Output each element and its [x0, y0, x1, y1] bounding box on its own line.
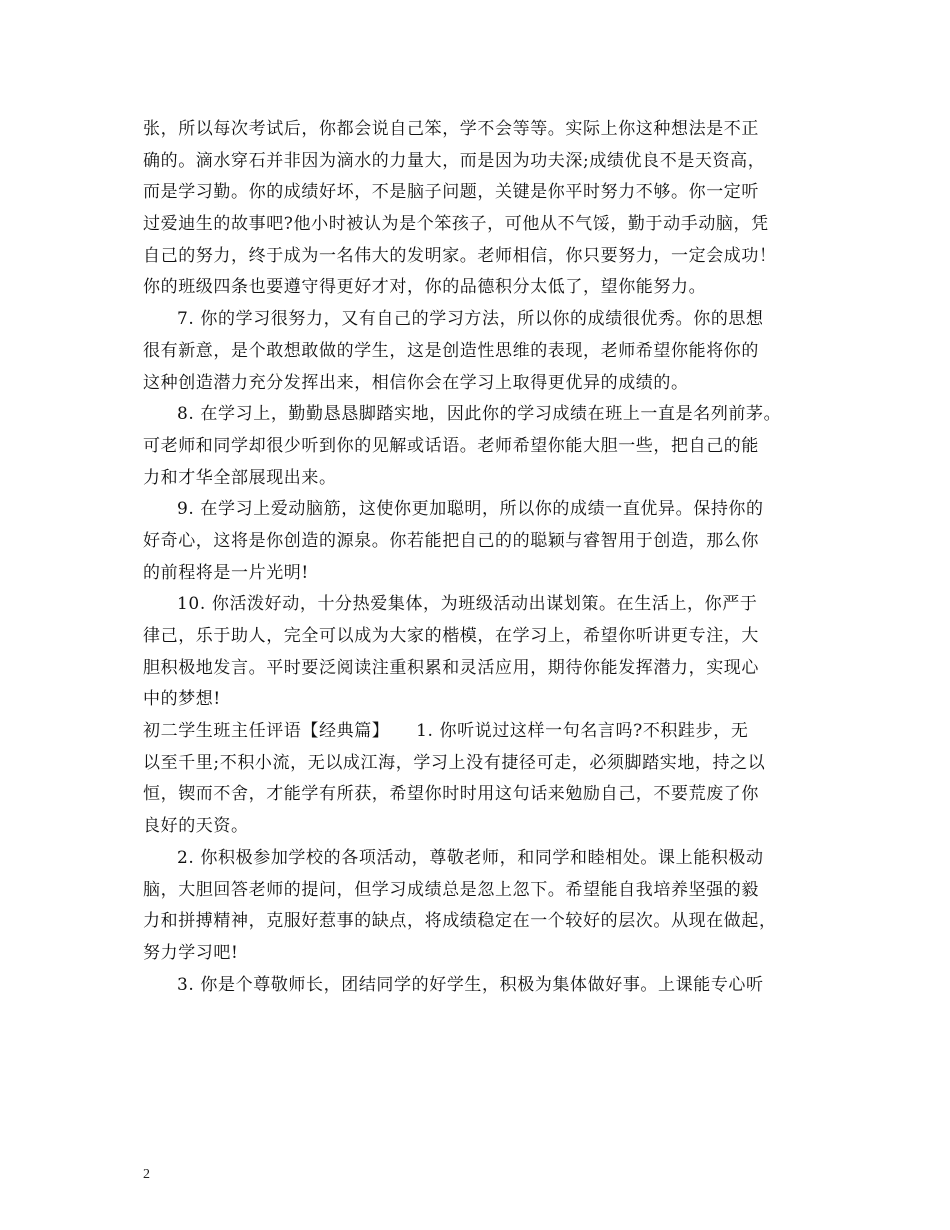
text-line: 以至千里;不积小流，无以成江海，学习上没有捷径可走，必须脚踏实地，持之以	[143, 752, 766, 773]
text-line: 初二学生班主任评语【经典篇】 1. 你听说过这样一句名言吗?不积跬步，无	[143, 721, 749, 742]
text-line: 中的梦想!	[143, 689, 221, 710]
text-line: 力和拼搏精神，克服好惹事的缺点，将成绩稳定在一个较好的层次。从现在做起，	[143, 911, 777, 932]
text-line: 10. 你活泼好动，十分热爱集体，为班级活动出谋划策。在生活上，你严于	[177, 594, 758, 615]
text-line: 很有新意，是个敢想敢做的学生，这是创造性思维的表现，老师希望你能将你的	[143, 340, 759, 361]
text-line: 而是学习勤。你的成绩好坏，不是脑子问题，关键是你平时努力不够。你一定听	[143, 182, 759, 203]
text-line: 力和才华全部展现出来。	[143, 467, 337, 488]
text-line: 9. 在学习上爱动脑筋，这使你更加聪明，所以你的成绩一直优异。保持你的	[177, 499, 764, 520]
text-line: 3. 你是个尊敬师长，团结同学的好学生，积极为集体做好事。上课能专心听	[177, 974, 764, 995]
text-line: 7. 你的学习很努力，又有自己的学习方法，所以你的成绩很优秀。你的思想	[177, 309, 764, 330]
text-line: 好奇心，这将是你创造的源泉。你若能把自己的的聪颖与睿智用于创造，那么你	[143, 530, 759, 551]
text-line: 胆积极地发言。平时要泛阅读注重积累和灵活应用，期待你能发挥潜力，实现心	[143, 657, 759, 678]
page-number: 2	[143, 1167, 150, 1182]
text-line: 律己，乐于助人，完全可以成为大家的楷模，在学习上，希望你听讲更专注，大	[143, 626, 759, 646]
text-line: 确的。滴水穿石并非因为滴水的力量大，而是因为功夫深;成绩优良不是天资高，	[143, 150, 766, 171]
text-line: 的前程将是一片光明!	[143, 562, 309, 583]
text-line: 良好的天资。	[143, 816, 249, 837]
text-line: 可老师和同学却很少听到你的见解或话语。老师希望你能大胆一些，把自己的能	[143, 435, 759, 456]
text-line: 脑，大胆回答老师的提问，但学习成绩总是忽上忽下。希望能自我培养坚强的毅	[143, 879, 759, 900]
text-line: 2. 你积极参加学校的各项活动，尊敬老师，和同学和睦相处。课上能积极动	[177, 847, 764, 868]
text-line: 你的班级四条也要遵守得更好才对，你的品德积分太低了，望你能努力。	[143, 277, 707, 298]
text-line: 过爱迪生的故事吧?他小时被认为是个笨孩子，可他从不气馁，勤于动手动脑，凭	[143, 214, 769, 235]
text-line: 自己的努力，终于成为一名伟大的发明家。老师相信，你只要努力，一定会成功！	[143, 245, 777, 266]
text-line: 张，所以每次考试后，你都会说自己笨，学不会等等。实际上你这种想法是不正	[143, 119, 759, 139]
text-line: 恒，锲而不舍，才能学有所获，希望你时时用这句话来勉励自己，不要荒废了你	[143, 784, 759, 805]
text-line: 8. 在学习上，勤勤恳恳脚踏实地，因此你的学习成绩在班上一直是名列前茅。	[177, 404, 782, 425]
text-line: 努力学习吧!	[143, 942, 239, 963]
text-line: 这种创造潜力充分发挥出来，相信你会在学习上取得更优异的成绩的。	[143, 372, 689, 393]
document-body	[143, 114, 823, 1001]
